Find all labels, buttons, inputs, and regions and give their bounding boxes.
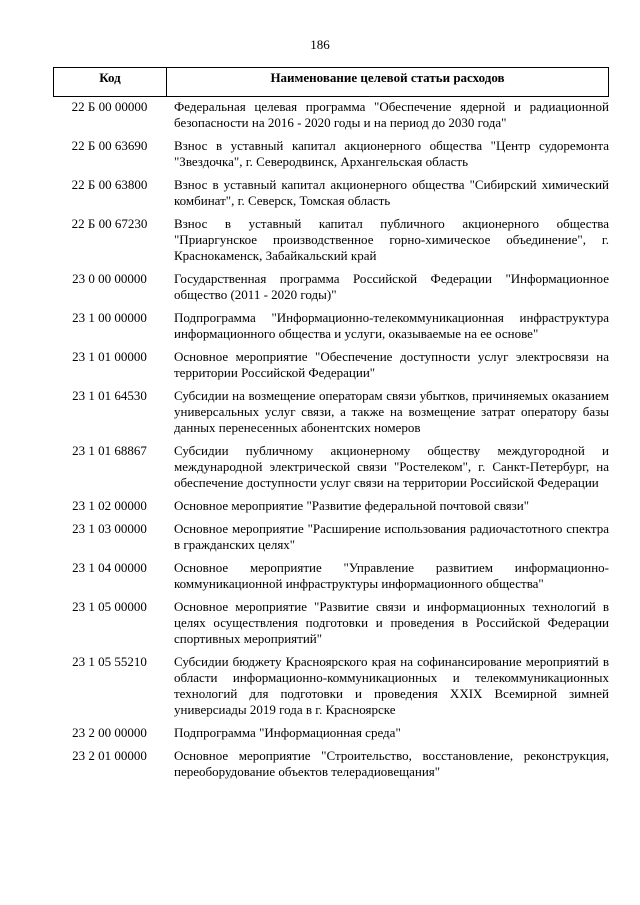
row-code: 23 1 00 00000	[72, 310, 147, 325]
table-row	[53, 521, 609, 553]
row-code: 23 1 04 00000	[72, 560, 147, 575]
table-row	[53, 560, 609, 592]
row-description: Субсидии на возмещение операторам связи убытков, причиняемых оказанием универсальных услуг связи, а также на возмещение затрат оператору базы данных перенесенных абонентских номеров	[174, 388, 609, 435]
row-code: 23 1 05 55210	[72, 654, 147, 669]
table-row	[53, 725, 609, 741]
row-code: 23 2 00 00000	[72, 725, 147, 740]
row-description: Подпрограмма "Информационная среда"	[174, 725, 401, 740]
table-row	[53, 138, 609, 170]
row-description: Основное мероприятие "Управление развитием информационно-коммуникационной инфраструктуры информационного общества"	[174, 560, 609, 591]
table-row	[53, 216, 609, 264]
row-description: Субсидии бюджету Красноярского края на софинансирование мероприятий в области информационно-коммуникационных и телекоммуникационных технологий для подготовки и проведения XXIX Всемирной зимней универсиады 2019 года в г. Красноярске	[174, 654, 609, 717]
row-description: Основное мероприятие "Строительство, восстановление, реконструкция, переоборудование объектов телерадиовещания"	[174, 748, 609, 779]
row-description: Основное мероприятие "Обеспечение доступности услуг электросвязи на территории Российской Федерации"	[174, 349, 609, 380]
row-code: 22 Б 00 00000	[71, 99, 148, 114]
row-description: Субсидии публичному акционерному обществу междугородной и международной электрической связи "Ростелеком", г. Санкт-Петербург, на обеспечение доступности услуг связи на территории Российской Федерации	[174, 443, 609, 490]
row-code: 22 Б 00 67230	[71, 216, 148, 231]
row-code: 23 1 01 00000	[72, 349, 147, 364]
table-row	[53, 748, 609, 780]
row-description: Государственная программа Российской Федерации "Информационное общество (2011 - 2020 годы)"	[174, 271, 609, 302]
table-row	[53, 271, 609, 303]
table-row	[53, 99, 609, 131]
row-code: 22 Б 00 63690	[71, 138, 148, 153]
table-row	[53, 443, 609, 491]
table-header	[53, 67, 609, 97]
table-row	[53, 498, 609, 514]
row-code: 23 1 02 00000	[72, 498, 147, 513]
row-code: 22 Б 00 63800	[71, 177, 148, 192]
table-row	[53, 177, 609, 209]
table-row	[53, 310, 609, 342]
row-description: Основное мероприятие "Расширение использования радиочастотного спектра в гражданских целях"	[174, 521, 609, 552]
row-description: Подпрограмма "Информационно-телекоммуникационная инфраструктура информационного общества и услуги, оказываемые на ее основе"	[174, 310, 609, 341]
table-row	[53, 349, 609, 381]
row-code: 23 1 03 00000	[72, 521, 147, 536]
row-description: Взнос в уставный капитал публичного акционерного общества "Приаргунское производственное горно-химическое объединение", г. Краснокаменск, Забайкальский край	[174, 216, 609, 263]
row-code: 23 1 05 00000	[72, 599, 147, 614]
header-code: Код	[54, 68, 167, 96]
header-name: Наименование целевой статьи расходов	[270, 70, 505, 85]
row-description: Основное мероприятие "Развитие связи и информационных технологий в целях осуществления подготовки и проведения в Российской Федерации спортивных мероприятий"	[174, 599, 609, 646]
row-description: Основное мероприятие "Развитие федеральной почтовой связи"	[174, 498, 530, 513]
row-code: 23 2 01 00000	[72, 748, 147, 763]
row-code: 23 1 01 68867	[72, 443, 147, 458]
table-row	[53, 599, 609, 647]
row-description: Взнос в уставный капитал акционерного общества "Центр судоремонта "Звездочка", г. Северодвинск, Архангельская область	[174, 138, 609, 169]
row-code: 23 0 00 00000	[72, 271, 147, 286]
budget-table	[53, 67, 609, 787]
row-code: 23 1 01 64530	[72, 388, 147, 403]
table-row	[53, 388, 609, 436]
page-number: 186	[310, 37, 330, 52]
row-description: Федеральная целевая программа "Обеспечение ядерной и радиационной безопасности на 2016 - 2020 годы и на период до 2030 года"	[174, 99, 609, 130]
table-body	[53, 99, 609, 780]
table-row	[53, 654, 609, 718]
row-description: Взнос в уставный капитал акционерного общества "Сибирский химический комбинат", г. Северск, Томская область	[174, 177, 609, 208]
